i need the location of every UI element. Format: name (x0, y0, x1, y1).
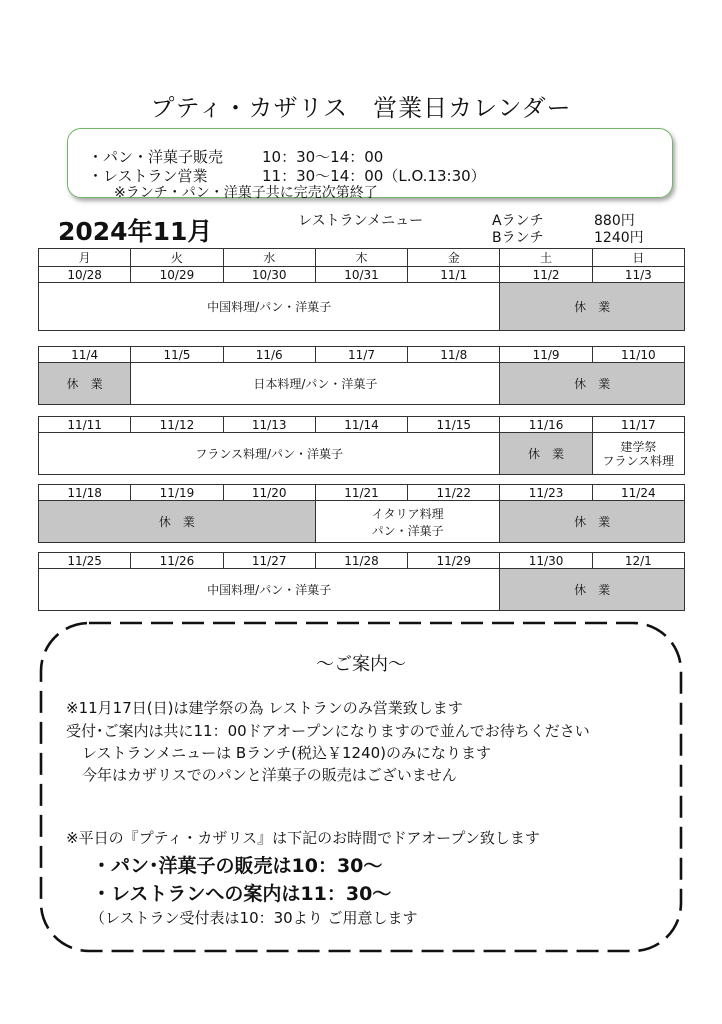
notice-line-no-bread: 今年はカザリスでのパンと洋菓子の販売はございません (82, 766, 457, 784)
weekday-header-row (39, 249, 685, 267)
service-row (39, 501, 685, 543)
service-row (39, 283, 685, 331)
date-cell: 10/29 (131, 267, 223, 283)
weekday-header: 月 (39, 249, 131, 267)
date-cell: 11/14 (315, 417, 407, 433)
date-cell: 11/7 (315, 347, 407, 363)
closed-cell: 休 業 (39, 363, 131, 405)
date-cell: 11/8 (408, 347, 500, 363)
date-cell: 11/2 (500, 267, 592, 283)
date-cell: 11/26 (131, 553, 223, 569)
closed-cell: 休 業 (39, 501, 316, 543)
service-cell: 日本料理/パン・洋菓子 (131, 363, 500, 405)
service-row (39, 433, 685, 475)
notice-line-door-open: 受付･ご案内は共に11：00ドアオープンになりますので並んでお待ちください (66, 722, 590, 740)
restaurant-menu-label: レストランメニュー (298, 213, 424, 229)
lunch-a-price: 880円 (594, 213, 635, 229)
service-cell: 建学祭 フランス料理 (592, 433, 684, 475)
date-cell: 11/1 (408, 267, 500, 283)
date-cell: 11/4 (39, 347, 131, 363)
date-cell: 10/28 (39, 267, 131, 283)
date-row (39, 267, 685, 283)
date-cell: 11/5 (131, 347, 223, 363)
bread-hours-time: 10：30～14：00 (262, 148, 384, 166)
notice-line-bread-time: ・パン･洋菓子の販売は10：30～ (92, 855, 383, 877)
weekday-header: 水 (223, 249, 315, 267)
date-row (39, 347, 685, 363)
date-cell: 11/3 (592, 267, 684, 283)
bread-hours-label: ・パン・洋菓子販売 (88, 148, 224, 166)
date-cell: 11/13 (223, 417, 315, 433)
date-cell: 11/12 (131, 417, 223, 433)
date-cell: 11/9 (500, 347, 592, 363)
date-cell: 11/25 (39, 553, 131, 569)
date-cell: 12/1 (592, 553, 684, 569)
date-row (39, 485, 685, 501)
calendar-week (38, 552, 685, 611)
date-row (39, 417, 685, 433)
lunch-a-name: Aランチ (492, 213, 544, 229)
date-cell: 11/28 (315, 553, 407, 569)
closed-cell: 休 業 (500, 283, 685, 331)
date-cell: 11/15 (408, 417, 500, 433)
date-cell: 11/23 (500, 485, 592, 501)
weekday-header: 火 (131, 249, 223, 267)
date-cell: 11/17 (592, 417, 684, 433)
calendar-week (38, 484, 685, 543)
restaurant-hours-time: 11：30～14：00（L.O.13:30） (262, 167, 486, 185)
weekday-header: 金 (408, 249, 500, 267)
month-heading: 2024年11月 (58, 217, 213, 246)
date-cell: 11/19 (131, 485, 223, 501)
notice-line-restaurant-time: ・レストランへの案内は11：30～ (92, 883, 392, 905)
date-cell: 11/16 (500, 417, 592, 433)
closed-cell: 休 業 (500, 433, 592, 475)
lunch-b-name: Bランチ (492, 230, 544, 246)
weekday-header: 土 (500, 249, 592, 267)
service-cell: イタリア料理 パン・洋菓子 (315, 501, 500, 543)
service-row (39, 363, 685, 405)
service-row (39, 569, 685, 611)
date-cell: 11/10 (592, 347, 684, 363)
date-row (39, 553, 685, 569)
notice-line-menu: レストランメニューは Bランチ(税込￥1240)のみになります (82, 744, 492, 762)
sold-out-note: ※ランチ・パン・洋菓子共に完売次第終了 (114, 185, 378, 201)
closed-cell: 休 業 (500, 501, 685, 543)
weekday-header: 日 (592, 249, 684, 267)
date-cell: 10/31 (315, 267, 407, 283)
notice-title: ～ご案内～ (316, 654, 406, 675)
lunch-b-price: 1240円 (594, 230, 644, 246)
date-cell: 11/21 (315, 485, 407, 501)
service-cell: 中国料理/パン・洋菓子 (39, 283, 500, 331)
restaurant-hours-label: ・レストラン営業 (88, 167, 208, 185)
calendar-week (38, 248, 685, 331)
page-title: プティ・カザリス 営業日カレンダー (150, 94, 572, 122)
date-cell: 11/22 (408, 485, 500, 501)
date-cell: 11/20 (223, 485, 315, 501)
date-cell: 10/30 (223, 267, 315, 283)
date-cell: 11/24 (592, 485, 684, 501)
closed-cell: 休 業 (500, 569, 685, 611)
date-cell: 11/27 (223, 553, 315, 569)
notice-line-reception: （レストラン受付表は10：30より ご用意します (90, 909, 418, 927)
weekday-header: 木 (315, 249, 407, 267)
notice-line-weekday: ※平日の『プティ・カザリス』は下記のお時間でドアオープン致します (66, 829, 540, 847)
closed-cell: 休 業 (500, 363, 685, 405)
date-cell: 11/11 (39, 417, 131, 433)
date-cell: 11/30 (500, 553, 592, 569)
calendar-week (38, 346, 685, 405)
service-cell: フランス料理/パン・洋菓子 (39, 433, 500, 475)
date-cell: 11/29 (408, 553, 500, 569)
service-cell: 中国料理/パン・洋菓子 (39, 569, 500, 611)
calendar-week (38, 416, 685, 475)
date-cell: 11/18 (39, 485, 131, 501)
date-cell: 11/6 (223, 347, 315, 363)
notice-line-festival: ※11月17日(日)は建学祭の為 レストランのみ営業致します (66, 699, 463, 717)
